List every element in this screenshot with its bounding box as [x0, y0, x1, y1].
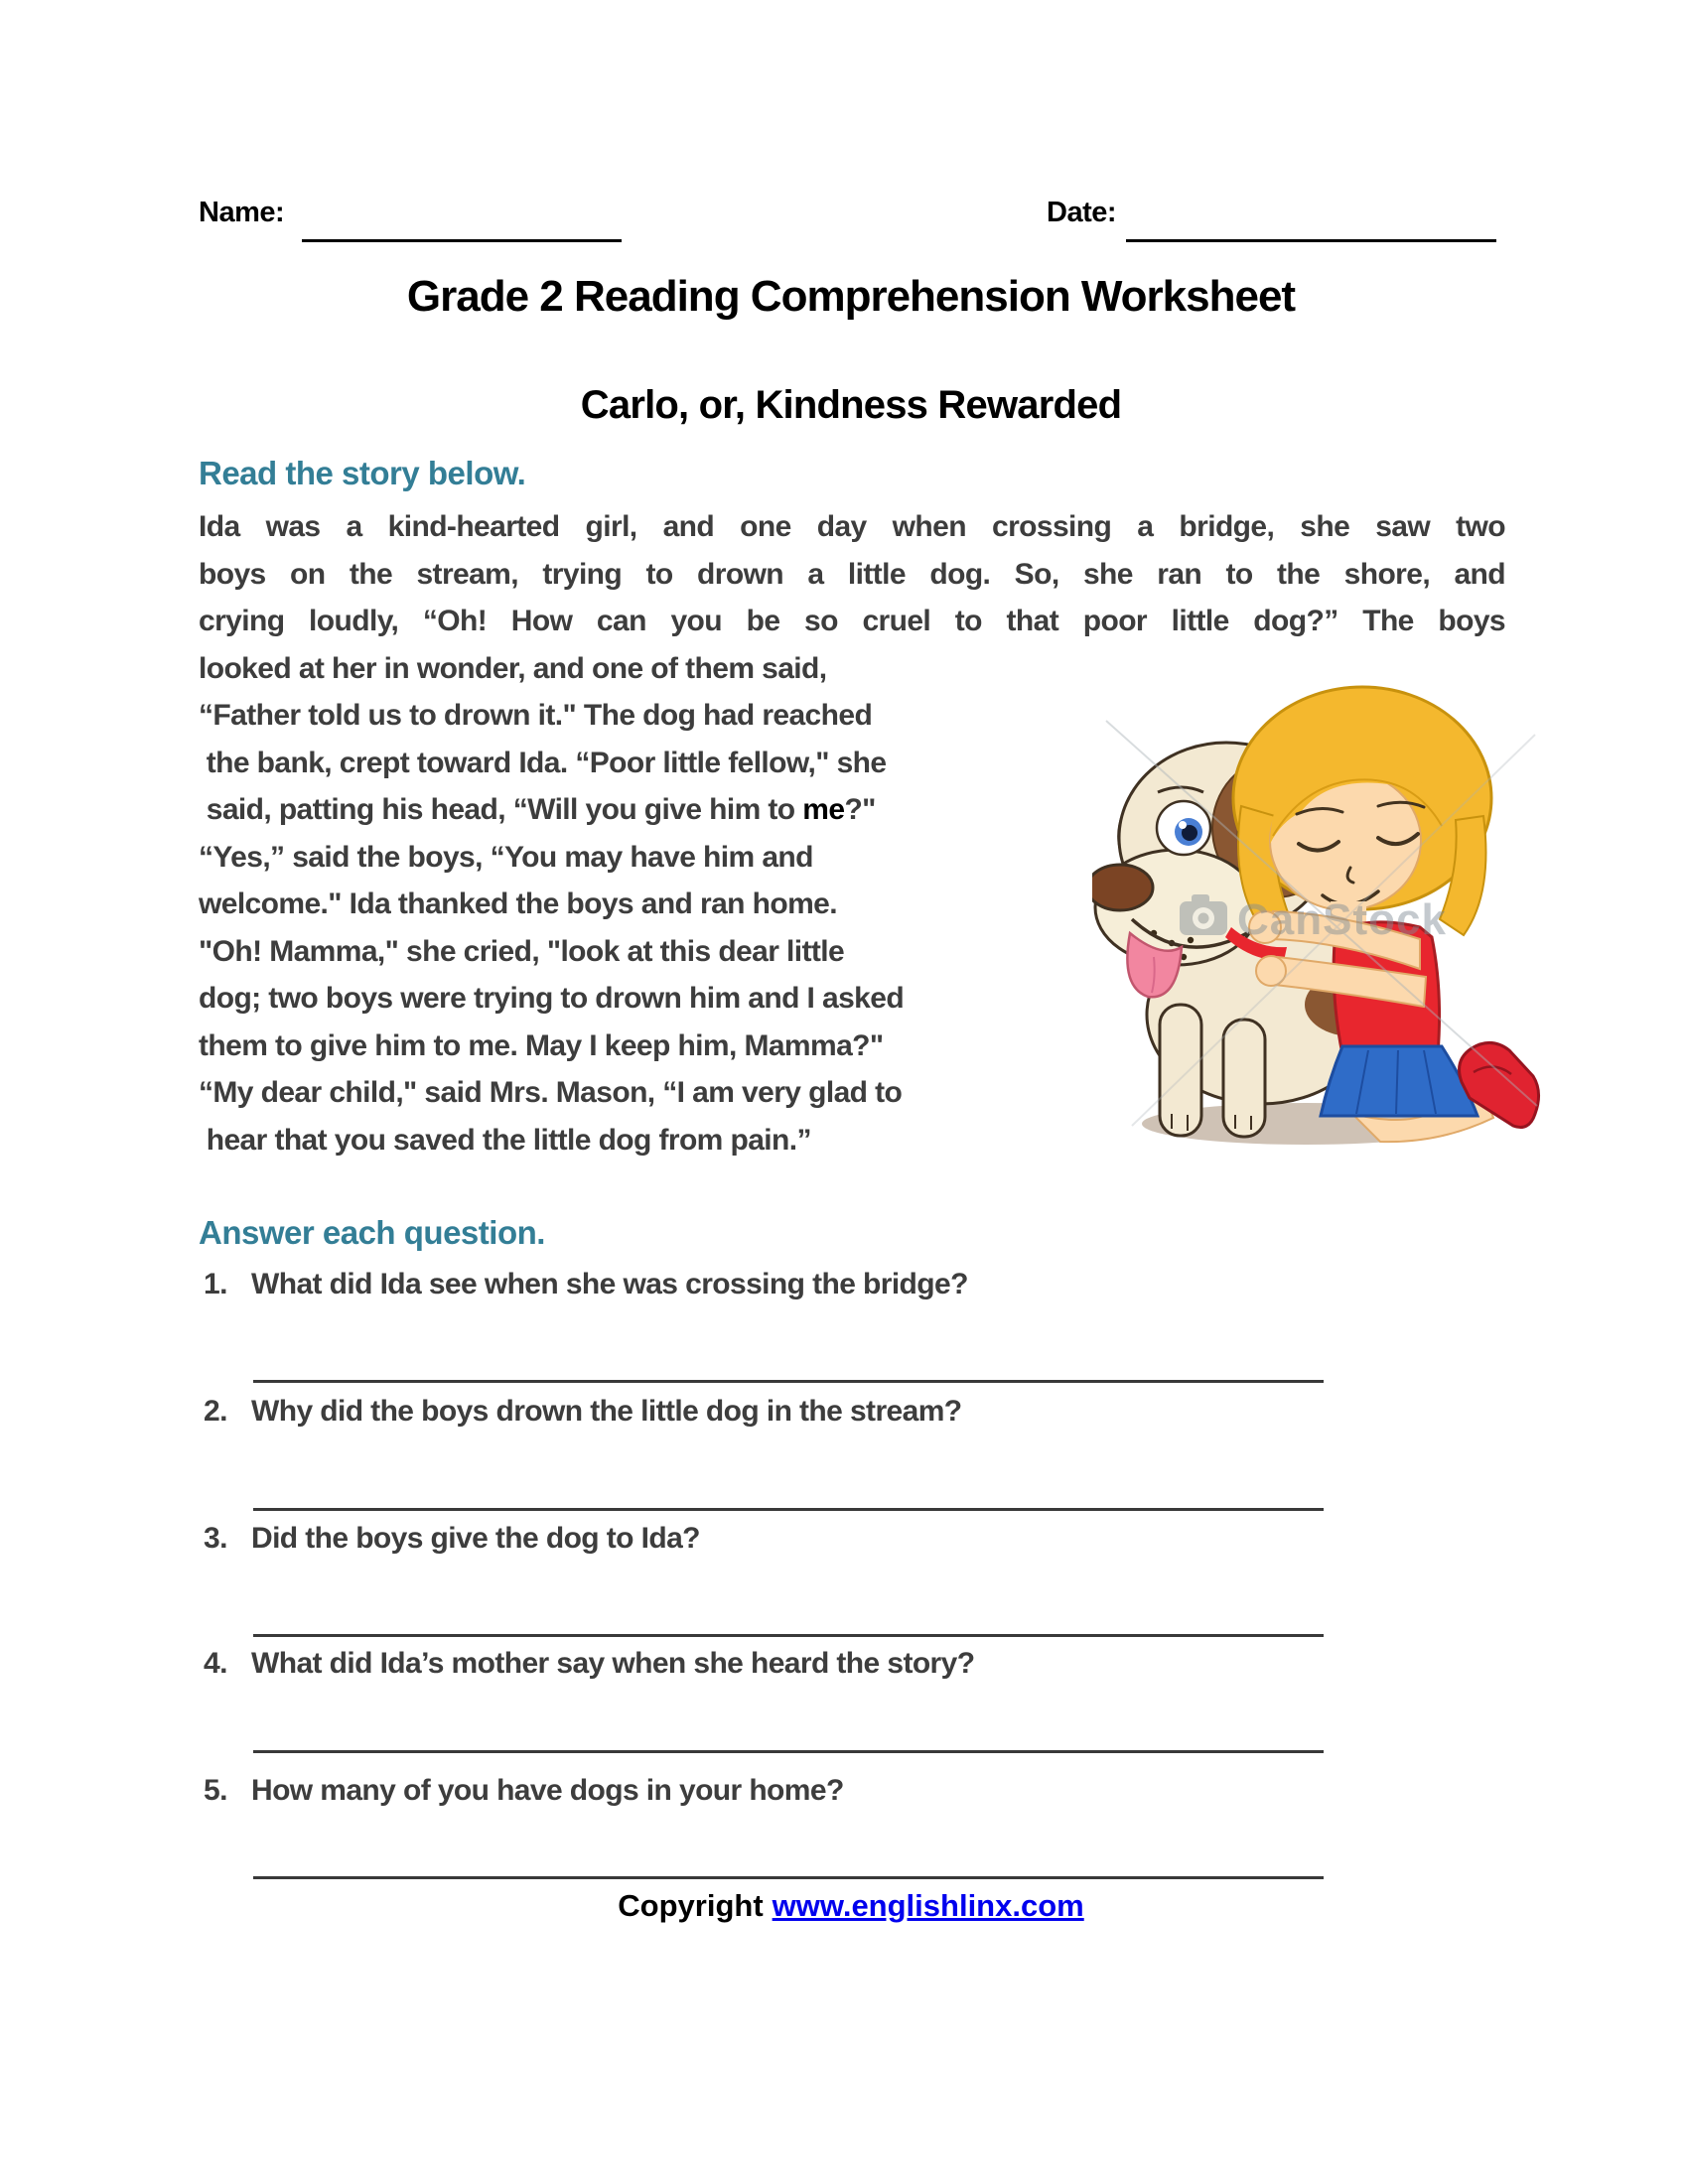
girl-hugging-dog-illustration — [1092, 677, 1549, 1149]
story-line: “Yes,” said the boys, “You may have him and — [199, 840, 813, 874]
copyright-link[interactable]: www.englishlinx.com — [772, 1888, 1084, 1923]
story-line: boys on the stream, trying to drown a little dog. So, she ran to the shore, and — [199, 557, 1505, 591]
answer-blank-line — [253, 1380, 1324, 1383]
answer-blank-line — [253, 1750, 1324, 1753]
answer-blank-line — [253, 1508, 1324, 1511]
story-line: them to give him to me. May I keep him, Mamma?" — [199, 1028, 884, 1062]
copyright-label: Copyright — [618, 1888, 764, 1923]
question-number: 1. — [204, 1268, 227, 1300]
question-number: 5. — [204, 1774, 227, 1807]
story-line: Ida was a kind-hearted girl, and one day when crossing a bridge, she saw two — [199, 510, 1505, 543]
question-text: Why did the boys drown the little dog in the stream? — [251, 1395, 962, 1428]
question-text: Did the boys give the dog to Ida? — [251, 1522, 700, 1555]
answer-questions-heading: Answer each question. — [199, 1214, 545, 1251]
question-number: 4. — [204, 1647, 227, 1680]
story-line: "Oh! Mamma," she cried, "look at this dear little — [199, 934, 845, 968]
story-line: dog; two boys were trying to drown him and I asked — [199, 982, 905, 1015]
story-line: “Father told us to drown it." The dog had reached — [199, 699, 873, 732]
question-number: 2. — [204, 1395, 227, 1428]
answer-blank-line — [253, 1876, 1324, 1879]
read-story-heading: Read the story below. — [199, 455, 526, 491]
story-title: Carlo, or, Kindness Rewarded — [580, 383, 1122, 427]
story-line: the bank, crept toward Ida. “Poor little fellow," she — [199, 746, 887, 779]
name-label: Name: — [199, 197, 285, 228]
question-number: 3. — [204, 1522, 227, 1555]
page-title: Grade 2 Reading Comprehension Worksheet — [406, 272, 1296, 321]
answer-blank-line — [253, 1634, 1324, 1637]
date-blank-line — [1126, 239, 1496, 242]
story-line-segment: ?" — [844, 793, 876, 826]
question-text: How many of you have dogs in your home? — [251, 1774, 844, 1807]
story-line: looked at her in wonder, and one of them said, — [199, 651, 827, 685]
question-text: What did Ida see when she was crossing the bridge? — [251, 1268, 968, 1300]
story-line: crying loudly, “Oh! How can you be so cruel to that poor little dog?” The boys — [199, 605, 1505, 637]
story-line: welcome." Ida thanked the boys and ran home. — [199, 887, 837, 920]
story-line-segment: said, patting his head, “Will you give him to — [199, 793, 803, 826]
date-label: Date: — [1047, 197, 1117, 228]
emphasized-word: me — [802, 793, 845, 826]
name-blank-line — [302, 239, 622, 242]
question-text: What did Ida’s mother say when she heard the story? — [251, 1647, 975, 1680]
copyright-footer — [14, 1888, 1688, 1924]
story-line: “My dear child," said Mrs. Mason, “I am very glad to — [199, 1076, 903, 1109]
watermark-text: CanStock — [1237, 895, 1447, 944]
story-line: hear that you saved the little dog from pain.” — [199, 1123, 811, 1157]
